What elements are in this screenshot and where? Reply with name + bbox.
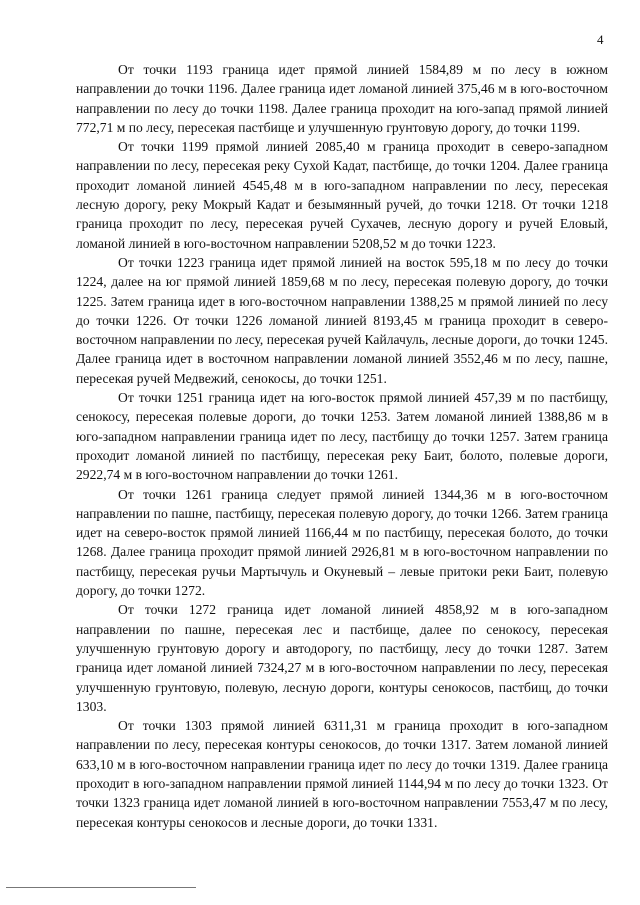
paragraph-6: От точки 1272 граница идет ломаной линией 4858,92 м в юго-западном направлении по пашне, пересекая лес и пастбище, далее по сенокосу, пересекая улучшенную грунтовую дорогу и автодорогу, по пастбищу, лесу до точки 1287. Затем граница идет ломаной линией 7324,27 м в юго-восточном направлении по лесу, пересекая улучшенную грунтовую, полевую, лесную дороги, контуры сенокосов, пастбищ, до точки 1303. [76,602,608,714]
paragraph-2: От точки 1199 прямой линией 2085,40 м граница проходит в северо-западном направлении по лесу, пересекая реку Сухой Кадат, пастбище, до точки 1204. Далее граница проходит ломаной линией 4545,48 м в юго-западном направлении по лесу, пересекая лесную дорогу, реку Мокрый Кадат и безымянный ручей, до точки 1218. От точки 1218 граница проходит по лесу, пересекая ручей Сухачев, лесную дорогу и ручей Еловый, ломаной линией в юго-восточном направлении 5208,52 м до точки 1223. [76,139,608,251]
paragraph-1: От точки 1193 граница идет прямой линией 1584,89 м по лесу в южном направлении до точки 1196. Далее граница идет ломаной линией 375,46 м в юго-восточном направлении по лесу до точки 1198. Далее граница проходит на юго-запад прямой линией 772,71 м по лесу, пересекая пастбище и улучшенную грунтовую дорогу, до точки 1199. [76,62,608,135]
paragraph-7: От точки 1303 прямой линией 6311,31 м граница проходит в юго-западном направлении по лесу, пересекая контуры сенокосов, до точки 1317. Затем ломаной линией 633,10 м в юго-восточном направлении граница идет по лесу до точки 1319. Далее граница проходит в юго-западном направлении прямой линией 1144,94 м по лесу до точки 1323. От точки 1323 граница идет ломаной линией в юго-восточном направлении 7553,47 м по лесу, пересекая контуры сенокосов и лесные дороги, до точки 1331. [76,718,608,830]
document-body [76,60,608,832]
page-bottom-rule [6,887,196,888]
paragraph-3: От точки 1223 граница идет прямой линией на восток 595,18 м по лесу до точки 1224, далее на юг прямой линией 1859,68 м по лесу, пересекая полевую дорогу, до точки 1225. Затем граница идет в юго-восточном направлении 1388,25 м прямой линией по лесу до точки 1226. От точки 1226 ломаной линией 8193,45 м граница проходит в северо-восточном направлении по лесу, пересекая ручей Кайлачуль, лесные дороги, до точки 1245. Далее граница идет в восточном направлении ломаной линией 3552,46 м по лесу, пашне, пересекая ручей Медвежий, сенокосы, до точки 1251. [76,254,608,386]
paragraph-5: От точки 1261 граница следует прямой линией 1344,36 м в юго-восточном направлении по пашне, пастбищу, пересекая полевую дорогу, до точки 1266. Затем граница идет на северо-восток прямой линией 1166,44 м по пастбищу, пересекая болото, до точки 1268. Далее граница проходит прямой линией 2926,81 м в юго-восточном направлении по пастбищу, пересекая ручьи Мартычуль и Окуневый – левые притоки реки Баит, полевую дорогу, до точки 1272. [76,486,608,599]
page-number: 4 [597,32,604,47]
paragraph-4: От точки 1251 граница идет на юго-восток прямой линией 457,39 м по пастбищу, сенокосу, пересекая полевые дороги, до точки 1253. Затем ломаной линией 1388,86 м в юго-западном направлении граница идет по лесу, пастбищу до точки 1257. Затем граница проходит ломаной линией по пастбищу, пересекая реку Баит, болото, полевые дороги, 2922,74 м в юго-восточном направлении до точки 1261. [76,390,608,483]
